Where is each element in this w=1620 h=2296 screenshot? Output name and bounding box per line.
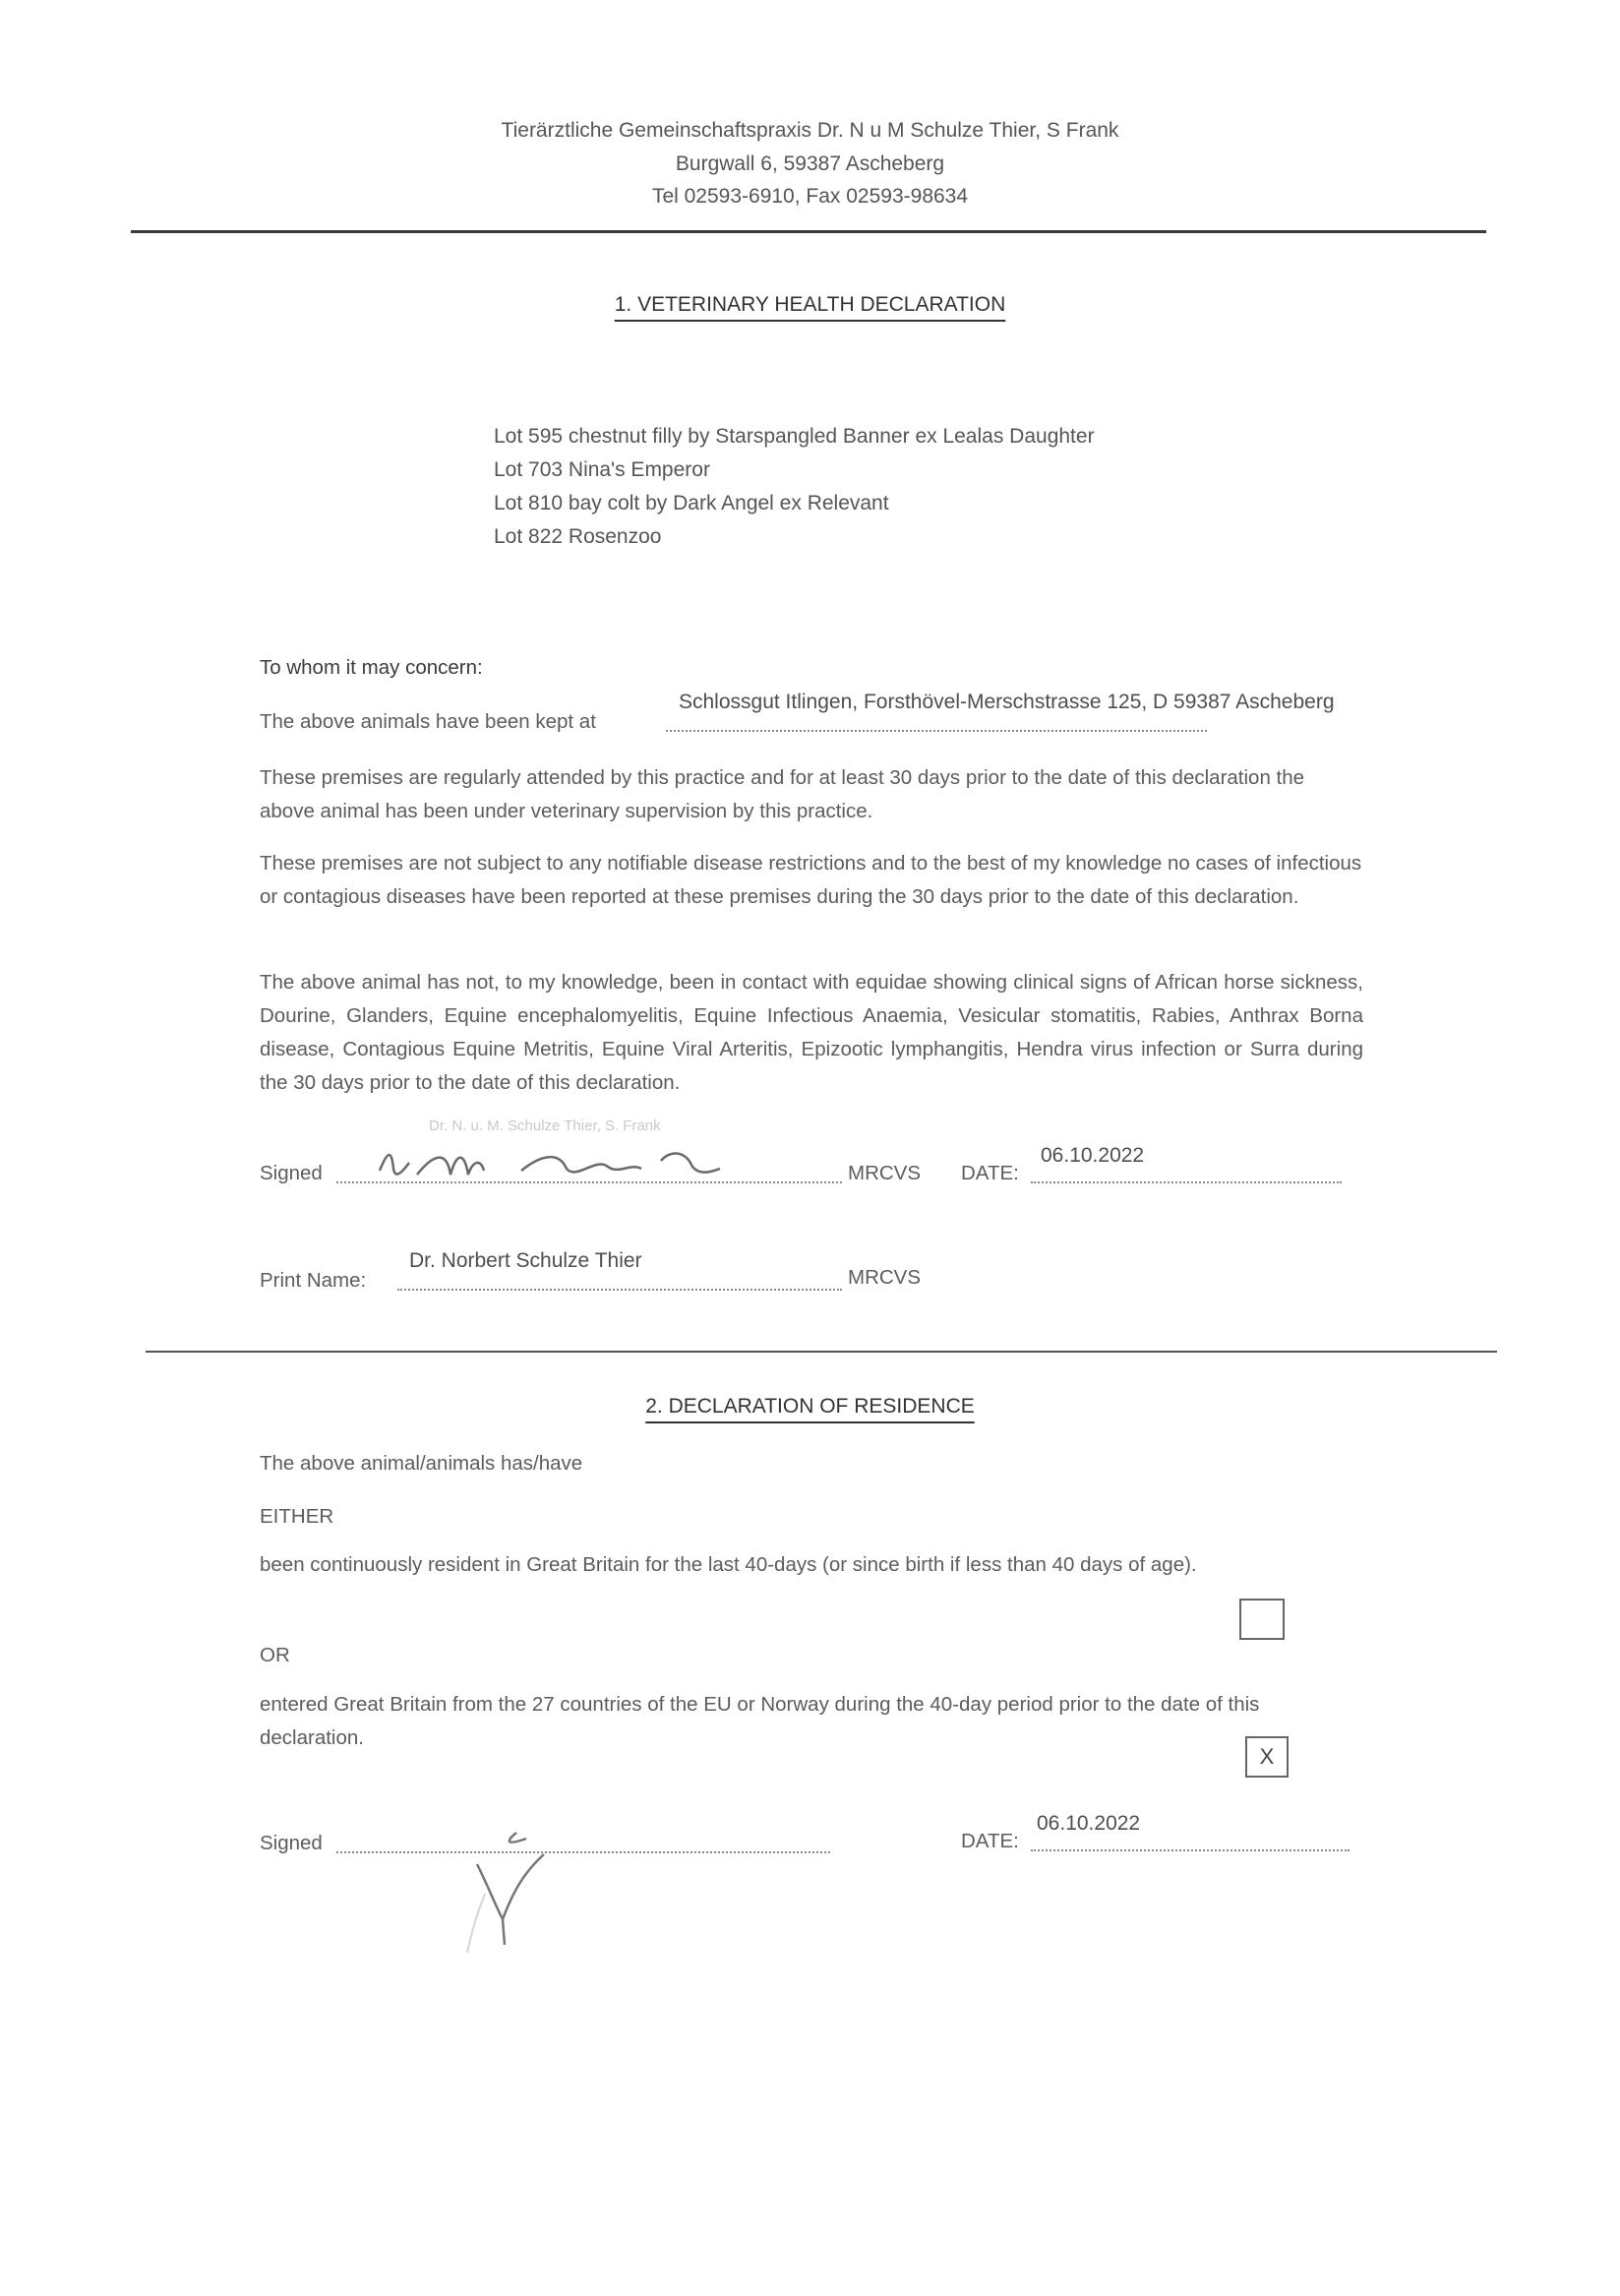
lot-line-4: Lot 822 Rosenzoo <box>494 525 662 548</box>
checkbox-entered-gb-mark: X <box>1259 1744 1275 1769</box>
signed-label: Signed <box>260 1162 323 1184</box>
section1-title: 1. VETERINARY HEALTH DECLARATION <box>614 293 1006 316</box>
print-name-mrcvs-label: MRCVS <box>848 1266 922 1289</box>
residence-date-label: DATE: <box>961 1830 1019 1852</box>
date-label: DATE: <box>961 1162 1019 1184</box>
residence-intro: The above animal/animals has/have <box>260 1452 583 1475</box>
residence-signature-dotted-line <box>336 1851 830 1853</box>
kept-at-dotted-line <box>666 730 1207 732</box>
print-name-value: Dr. Norbert Schulze Thier <box>409 1249 642 1272</box>
date-value: 06.10.2022 <box>1041 1144 1145 1167</box>
residence-date-value: 06.10.2022 <box>1037 1812 1141 1835</box>
section-divider <box>146 1351 1497 1353</box>
date-dotted-line <box>1031 1181 1342 1183</box>
option-resident-gb: been continuously resident in Great Britain for the last 40-days (or since birth if less than 40 days of age). <box>260 1553 1197 1576</box>
salutation: To whom it may concern: <box>260 656 483 679</box>
practice-stamp-text: Dr. N. u. M. Schulze Thier, S. Frank <box>429 1118 661 1134</box>
residence-date-dotted-line <box>1031 1849 1350 1851</box>
kept-at-value: Schlossgut Itlingen, Forsthövel-Merschstrasse 125, D 59387 Ascheberg <box>679 691 1335 713</box>
print-name-label: Print Name: <box>260 1269 367 1292</box>
lot-line-1: Lot 595 chestnut filly by Starspangled Banner ex Lealas Daughter <box>494 425 1095 448</box>
lot-line-2: Lot 703 Nina's Emperor <box>494 458 710 481</box>
header-divider <box>131 230 1486 233</box>
paragraph-no-contact: The above animal has not, to my knowledge, been in contact with equidae showing clinical signs of African horse sickness, Dourine, Glanders, Equine encephalomyelitis, Equine Infectious Anaemia, Vesicular stomatitis, Rabies, Anthrax Borna disease, Contagious Equine Metritis, Equine Viral Arteritis, Epizootic lymphangitis, Hendra virus infection or Surra during the 30 days prior to the date of this declaration. <box>260 971 1363 1094</box>
kept-at-label: The above animals have been kept at <box>260 710 596 733</box>
option-entered-gb: entered Great Britain from the 27 countries of the EU or Norway during the 40-day period prior to the date of this declaration. <box>260 1693 1260 1749</box>
letterhead-practice-name: Tierärztliche Gemeinschaftspraxis Dr. N u M Schulze Thier, S Frank <box>501 119 1119 142</box>
paragraph-no-restrictions: These premises are not subject to any notifiable disease restrictions and to the best of my knowledge no cases of infectious or contagious diseases have been reported at these premises during the 30 days prior to the date of this declaration. <box>260 852 1362 908</box>
print-name-dotted-line <box>397 1289 842 1291</box>
signature-mrcvs-label: MRCVS <box>848 1162 922 1184</box>
or-label: OR <box>260 1644 290 1666</box>
lot-line-3: Lot 810 bay colt by Dark Angel ex Relevant <box>494 492 889 514</box>
section2-title: 2. DECLARATION OF RESIDENCE <box>645 1395 975 1418</box>
vet-signature-image <box>374 1141 748 1190</box>
checkbox-resident-gb[interactable] <box>1239 1599 1285 1640</box>
letterhead-address: Burgwall 6, 59387 Ascheberg <box>675 152 945 175</box>
checkbox-entered-gb[interactable] <box>1245 1736 1289 1778</box>
either-label: EITHER <box>260 1505 334 1528</box>
residence-signature-image <box>457 1825 575 1963</box>
residence-signed-label: Signed <box>260 1832 323 1854</box>
paragraph-supervision: These premises are regularly attended by this practice and for at least 30 days prior to the date of this declaration the above animal has been under veterinary supervision by this practice. <box>260 766 1305 822</box>
letterhead-phone-fax: Tel 02593-6910, Fax 02593-98634 <box>651 185 969 208</box>
